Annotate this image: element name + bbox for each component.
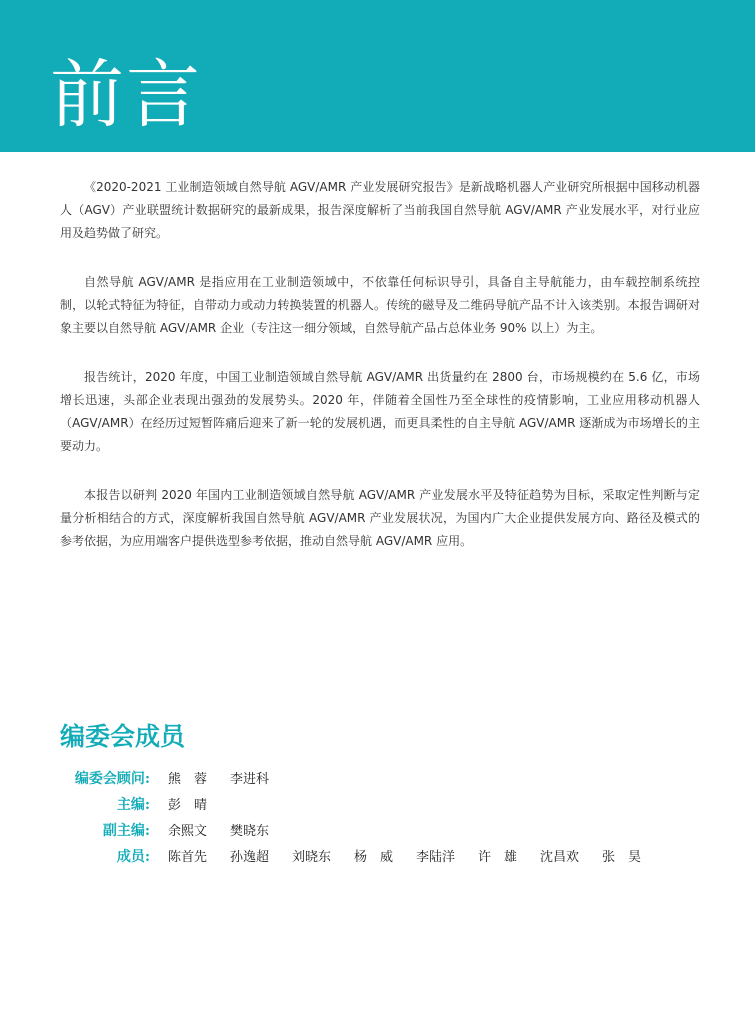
member-names [150,768,292,787]
role-label: 主编: [116,797,150,813]
role-label: 副主编: [102,823,150,839]
member-name: 沈昌欢 [540,850,580,865]
member-name: 熊 蓉 [168,772,208,787]
member-names [150,846,664,865]
member-name: 陈首先 [168,850,208,865]
member-name: 李陆洋 [416,850,456,865]
member-name: 许 雄 [478,850,518,865]
paragraph-3: 报告统计，2020 年度，中国工业制造领域自然导航 AGV/AMR 出货量约在 2800 台，市场规模约在 5.6 亿，市场增长迅速，头部企业表现出强劲的发展势头。2020 年，伴随着全国性乃至全球性的疫情影响，工业应用移动机器人（AGV/AMR）在经历过短暂阵痛后迎来了新一轮的发展机遇，而更具柔性的自主导航 AGV/AMR 逐渐成为市场增长的主要动力。 [60,370,700,453]
role-label: 成员: [116,849,150,865]
member-names [150,794,230,813]
member-name: 樊晓东 [230,824,270,839]
member-name: 孙逸超 [230,850,270,865]
paragraph-1: 《2020-2021 工业制造领域自然导航 AGV/AMR 产业发展研究报告》是新战略机器人产业研究所根据中国移动机器人（AGV）产业联盟统计数据研究的最新成果，报告深度解析了当前我国自然导航 AGV/AMR 产业发展水平，对行业应用及趋势做了研究。 [60,180,700,240]
paragraph-2: 自然导航 AGV/AMR 是指应用在工业制造领域中，不依靠任何标识导引，具备自主导航能力，由车载控制系统控制，以轮式特征为特征，自带动力或动力转换装置的机器人。传统的磁导及二维码导航产品不计入该类别。本报告调研对象主要以自然导航 AGV/AMR 企业（专注这一细分领域，自然导航产品占总体业务 90% 以上）为主。 [60,275,700,335]
editorial-committee [60,720,700,872]
committee-row-editor-in-chief [60,794,700,820]
role-label: 编委会顾问: [74,771,150,787]
foreword-body [60,176,700,579]
member-name: 彭 晴 [168,798,208,813]
committee-row-members [60,846,700,872]
member-names [150,820,292,839]
member-name: 李进科 [230,772,270,787]
committee-row-advisors [60,768,700,794]
member-name: 刘晓东 [292,850,332,865]
committee-heading: 编委会成员 [60,722,186,751]
header-banner [0,0,755,152]
member-name: 杨 威 [354,850,394,865]
page-title: 前言 [50,52,202,138]
committee-row-deputy-editors [60,820,700,846]
member-name: 张 昊 [602,850,642,865]
member-name: 余熙文 [168,824,208,839]
paragraph-4: 本报告以研判 2020 年国内工业制造领域自然导航 AGV/AMR 产业发展水平及特征趋势为目标，采取定性判断与定量分析相结合的方式，深度解析我国自然导航 AGV/AMR 产业发展状况，为国内广大企业提供发展方向、路径及模式的参考依据，为应用端客户提供选型参考依据，推动自然导航 AGV/AMR 应用。 [60,488,700,548]
